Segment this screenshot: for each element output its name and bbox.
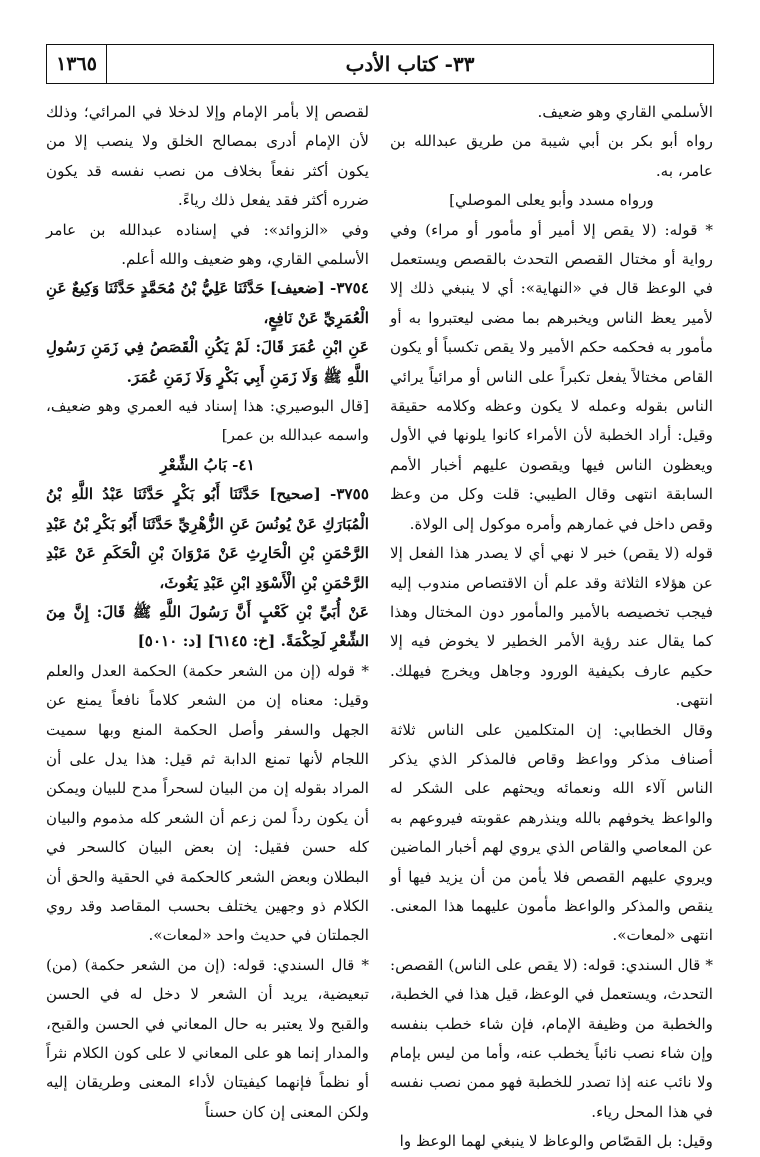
paragraph: وفي «الزوائد»: في إسناده عبدالله بن عامر الأسلمي القاري، وهو ضعيف والله أعلم.	[46, 220, 369, 269]
paragraph: الأسلمي القاري وهو ضعيف.	[537, 103, 713, 121]
paragraph: وقيل: بل القصّاص والوعاظ لا ينبغي لهما الوعظ وا	[399, 1132, 713, 1151]
right-column	[390, 98, 713, 1151]
paragraph: لقصص إلا بأمر الإمام وإلا لدخلا في المرائي؛ وذلك لأن الإمام أدرى بمصالح الخلق ولا ينصب إلا من يكون أكثر نفعاً بخلاف من نصب نفسه قد يكون ضرره أكثر فقد يفعل ذلك رياءً.	[46, 103, 369, 210]
paragraph: [قال البوصيري: هذا إسناد فيه العمري وهو ضعيف، واسمه عبدالله بن عمر]	[46, 397, 369, 445]
page-header	[46, 44, 714, 84]
paragraph: رواه أبو بكر بن أبي شيبة من طريق عبدالله بن عامر، به.	[390, 132, 713, 180]
hadith-text: عَنْ أُبَيِّ بْنِ كَعْبٍ أَنَّ رَسُولَ اللَّهِ ﷺ قَالَ: إِنَّ مِنَ الشِّعْرِ لَحِكْمَةً. [خ: ٦١٤٥] [د: ٥٠١٠]	[46, 602, 369, 651]
paragraph: قوله (لا يقص) خبر لا نهي أي لا يصدر هذا الفعل إلا عن هؤلاء الثلاثة وقد علم أن الاقتصاص مندوب إليه فيجب تخصيصه بالأمير والمأمور دون المختال وهذا كما يقال عند رؤية الأمر الخطير لا يخوض فيه إلا حكيم عارف بكيفية الورود وجاهل ويخرج فيهلك. انتهى.	[390, 544, 713, 710]
paragraph: وقال الخطابي: إن المتكلمين على الناس ثلاثة أصناف مذكر وواعظ وقاص فالمذكر الذي يذكر الناس آلاء الله ونعمائه ويحثهم على الشكر له والواعظ يخوفهم بالله وينذرهم عقوبته فيروعهم به عن المعاصي والقاص الذي يروي لهم أخبار الماضين ويروي عليهم القصص فلا يأمن من أن يزيد فيها أو ينقص والمذكر والواعظ مأمون عليهما هذا المعنى. انتهى «لمعات».	[390, 720, 713, 945]
paragraph: * قوله: (لا يقص إلا أمير أو مأمور أو مراء) وفي رواية أو مختال القصص التحدث بالقصص ويستعمل في الوعظ قال في «النهاية»: أي لا ينبغي ذلك إلا لأمير يعظ الناس ويخبرهم بما مضى ليعتبروا به أو مأمور به فحكمه حكم الأمير ولا يقص تكسباً أو يكون القاص مختالاً يفعل تكبراً على الناس أو مرائياً يرائي الناس بقوله وعمله لا يكون وعظه وكلامه حقيقة وقيل: أراد الخطبة لأن الأمراء كانوا يلونها في الأول ويعظون الناس فيها ويقصون عليهم أخبار الأمم السابقة انتهى وقال الطيبي: قلت وكل من وعظ وقص داخل في غمارهم وأمره موكول إلى الولاة.	[390, 220, 713, 533]
paragraph: * قال السندي: قوله: (لا يقص على الناس) القصص: التحدث، ويستعمل في الوعظ، قيل هذا في الخطبة، والخطبة من وظيفة الإمام، فإن شاء خطب بنفسه وإن شاء نصب نائباً يخطب عنه، وأما من ليس بإمام ولا نائب عنه إذا تصدر للخطبة فهو ممن نصب نفسه في هذا المحل رياء.	[390, 955, 713, 1121]
section-heading: ٤١- بَابُ الشِّعْرِ	[160, 455, 255, 474]
left-column	[46, 98, 369, 1121]
hadith-isnad: ٣٧٥٥- [صحيح] حَدَّثَنَا أَبُو بَكْرٍ حَدَّثَنَا عَبْدُ اللَّهِ بْنُ الْمُبَارَكِ عَنْ يُونُسَ عَنِ الزُّهْرِيِّ حَدَّثَنَا أَبُو بَكْرِ بْنُ عَبْدِ الرَّحْمَنِ بْنِ الْحَارِثِ عَنْ مَرْوَانَ بْنِ الْحَكَمِ عَنْ عَبْدِ الرَّحْمَنِ بْنِ الْأَسْوَدِ ابْنِ عَبْدِ يَغُوثَ،	[46, 485, 369, 592]
page-number: ١٣٦٥	[47, 45, 107, 83]
chapter-title: ٣٣- كتاب الأدب	[345, 52, 475, 76]
paragraph: ورواه مسدد وأبو يعلى الموصلي]	[449, 191, 654, 210]
hadith-isnad: ٣٧٥٤- [ضعيف] حَدَّثَنَا عَلِيُّ بْنُ مُحَمَّدٍ حَدَّثَنَا وَكِيعٌ عَنِ الْعُمَرِيِّ عَنْ نَافِعٍ،	[46, 279, 369, 327]
paragraph: * قال السندي: قوله: (إن من الشعر حكمة) (من) تبعيضية، يريد أن الشعر لا دخل له في الحسن والقبح ولا يعتبر به حال المعاني في الحسن والقبح، والمدار إنما هو على المعاني لا على كون الكلام نثراً أو نظماً فإنهما كيفيتان لأداء المعنى وطريقان إليه ولكن المعنى إن كان حسناً	[46, 955, 369, 1121]
hadith-text: عَنِ ابْنِ عُمَرَ قَالَ: لَمْ يَكُنِ الْقَصَصُ فِي زَمَنِ رَسُولِ اللَّهِ ﷺ وَلَا زَمَنِ أَبِي بَكْرٍ وَلَا زَمَنِ عُمَرَ.	[46, 338, 369, 386]
paragraph: * قوله (إن من الشعر حكمة) الحكمة العدل والعلم وقيل: معناه إن من الشعر كلاماً نافعاً يمنع عن الجهل والسفر وأصل الحكمة المنع وبها سميت اللجام لأنها تمنع الدابة ثم قيل: هذا يدل على أن المراد بقوله إن من البيان لسحراً مدح للبيان ويمكن أن يكون رداً لمن زعم أن الشعر كله مذموم والبيان كله حسن فقيل: إن بعض البيان كالسحر في البطلان وبعض الشعر كالحكمة في الحقية والحق أن الكلام ذو وجهين يختلف بحسب المقاصد وقد روي الجملتان في حديث واحد «لمعات».	[46, 661, 369, 945]
